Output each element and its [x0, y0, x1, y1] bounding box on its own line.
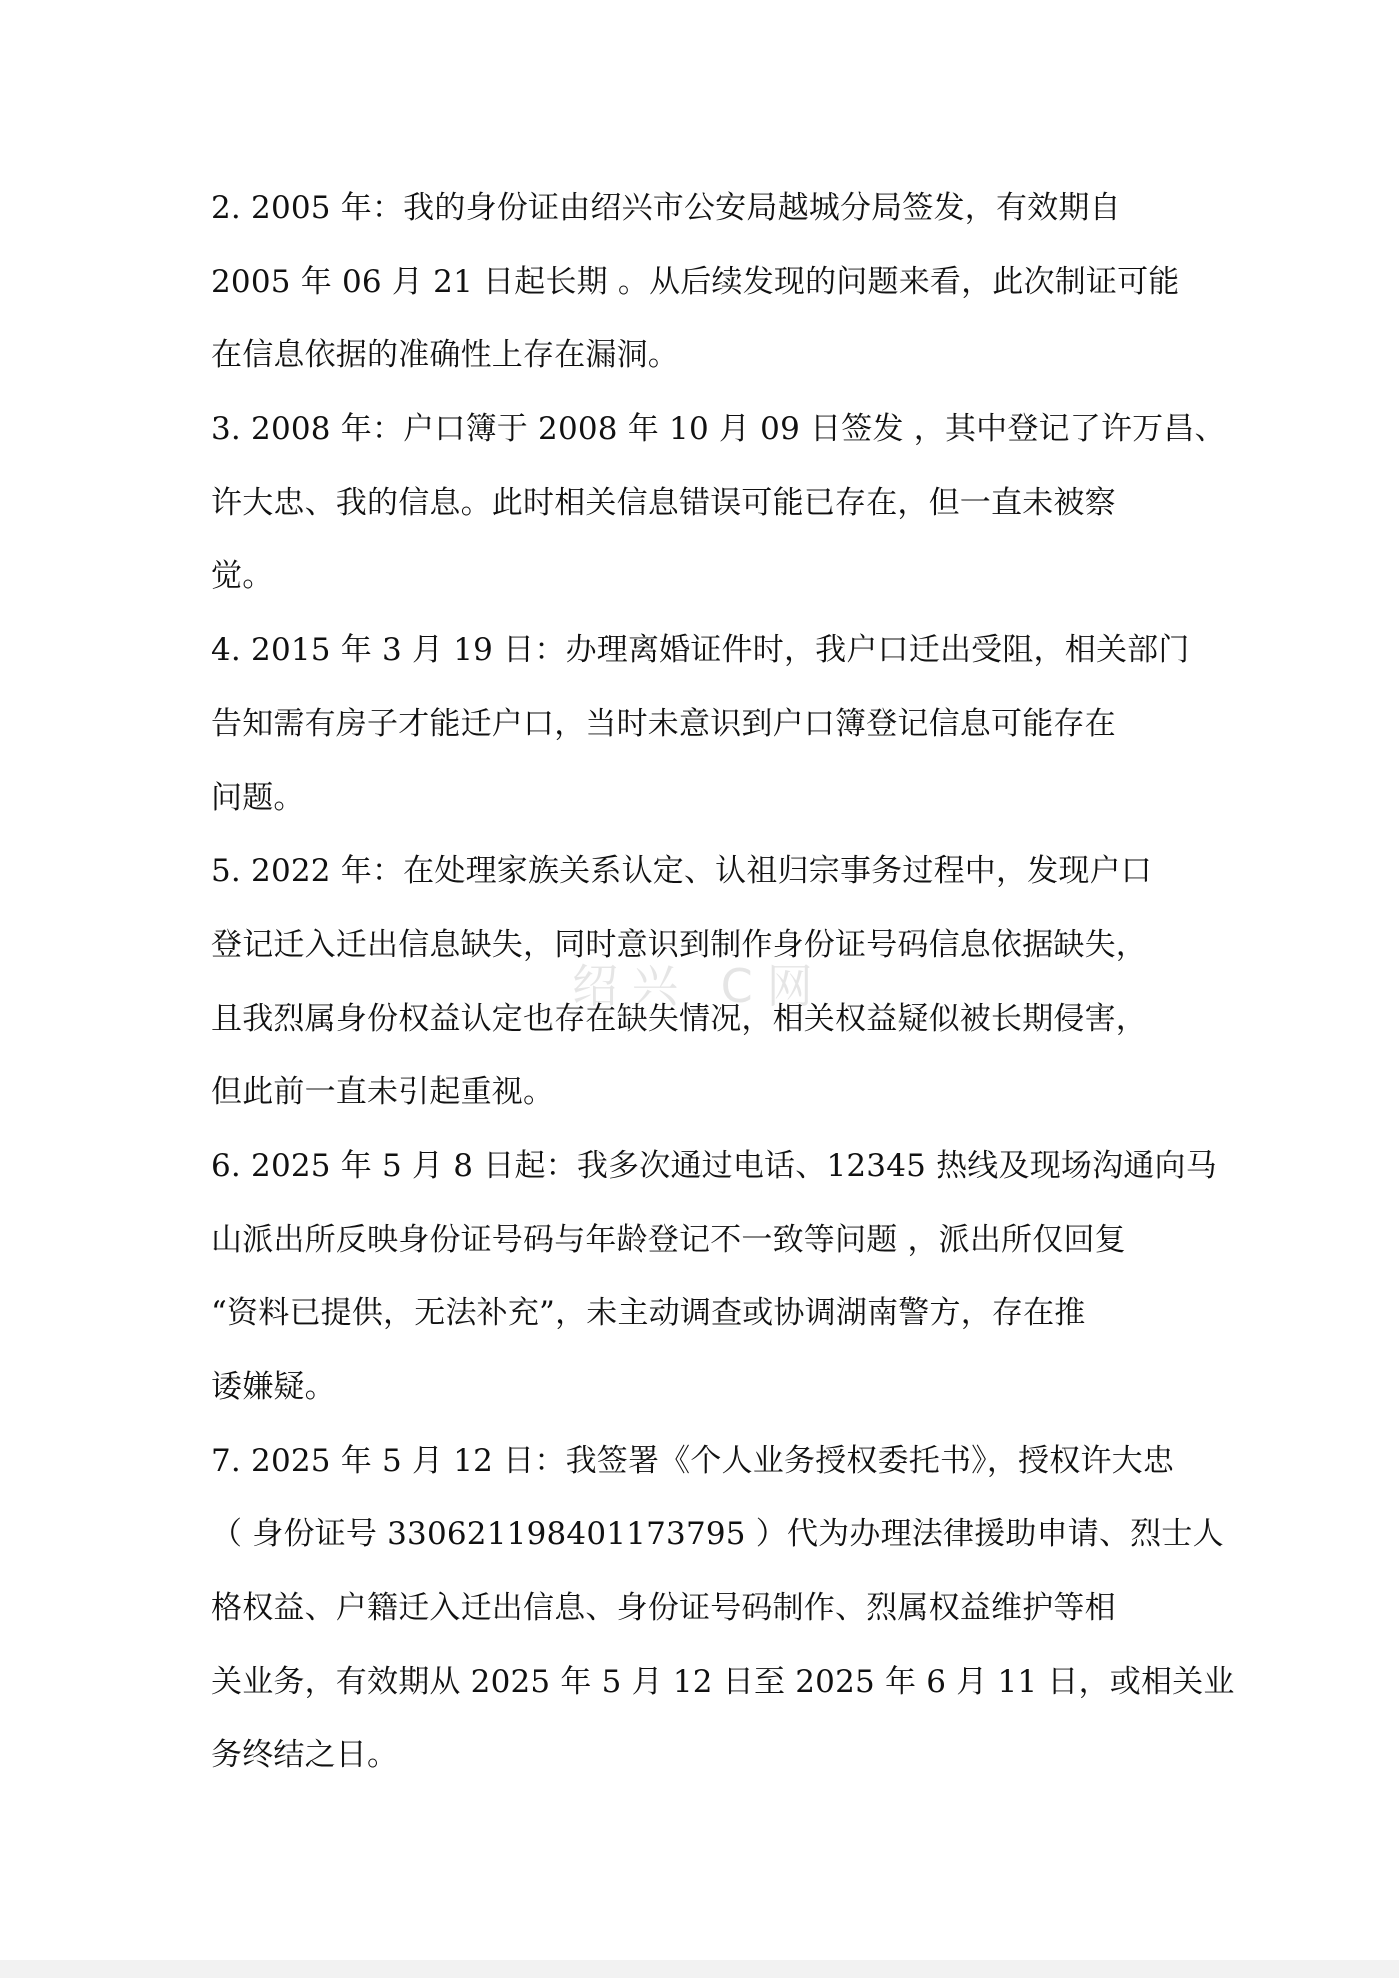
text-line: （ 身份证号 330621198401173795 ）代为办理法律援助申请、烈士人 [211, 1516, 1224, 1553]
text-line: 务终结之日。 [211, 1737, 399, 1774]
text-line: 山派出所反映身份证号码与年龄登记不一致等问题 ，派出所仅回复 [211, 1221, 1126, 1258]
text-line: 格权益、户籍迁入迁出信息、身份证号码制作、烈属权益维护等相 [211, 1590, 1116, 1627]
watermark: 绍兴 C网 [572, 959, 827, 1013]
text-line: 且我烈属身份权益认定也存在缺失情况，相关权益疑似被长期侵害， [211, 1000, 1147, 1037]
text-line: 6. 2025 年 5 月 8 日起：我多次通过电话、12345 热线及现场沟通向马 [211, 1147, 1217, 1184]
text-line: 4. 2015 年 3 月 19 日：办理离婚证件时，我户口迁出受阻，相关部门 [211, 632, 1190, 669]
text-line: 告知需有房子才能迁户口，当时未意识到户口簿登记信息可能存在 [211, 705, 1116, 742]
text-line: 觉。 [211, 558, 274, 595]
text-line: “资料已提供，无法补充”，未主动调查或协调湖南警方，存在推 [211, 1295, 1086, 1332]
text-line: 诿嫌疑。 [211, 1369, 336, 1405]
text-line: 3. 2008 年：户口簿于 2008 年 10 月 09 日签发 ，其中登记了许万昌、 [211, 411, 1226, 448]
text-line: 但此前一直未引起重视。 [211, 1074, 555, 1111]
text-line: 2005 年 06 月 21 日起长期 。从后续发现的问题来看，此次制证可能 [211, 263, 1180, 300]
text-line: 许大忠、我的信息。此时相关信息错误可能已存在，但一直未被察 [211, 484, 1116, 521]
text-line: 7. 2025 年 5 月 12 日：我签署《个人业务授权委托书》，授权许大忠 [211, 1442, 1175, 1479]
text-line: 关业务，有效期从 2025 年 5 月 12 日至 2025 年 6 月 11 日，或相关业 [211, 1663, 1235, 1700]
text-line: 5. 2022 年：在处理家族关系认定、认祖归宗事务过程中，发现户口 [211, 853, 1152, 890]
text-line: 问题。 [211, 779, 305, 816]
text-line: 登记迁入迁出信息缺失，同时意识到制作身份证号码信息依据缺失， [211, 926, 1147, 963]
text-line: 在信息依据的准确性上存在漏洞。 [211, 337, 679, 374]
text-line: 2. 2005 年：我的身份证由绍兴市公安局越城分局签发，有效期自 [211, 190, 1121, 226]
page-bottom-strip [0, 1960, 1399, 1978]
